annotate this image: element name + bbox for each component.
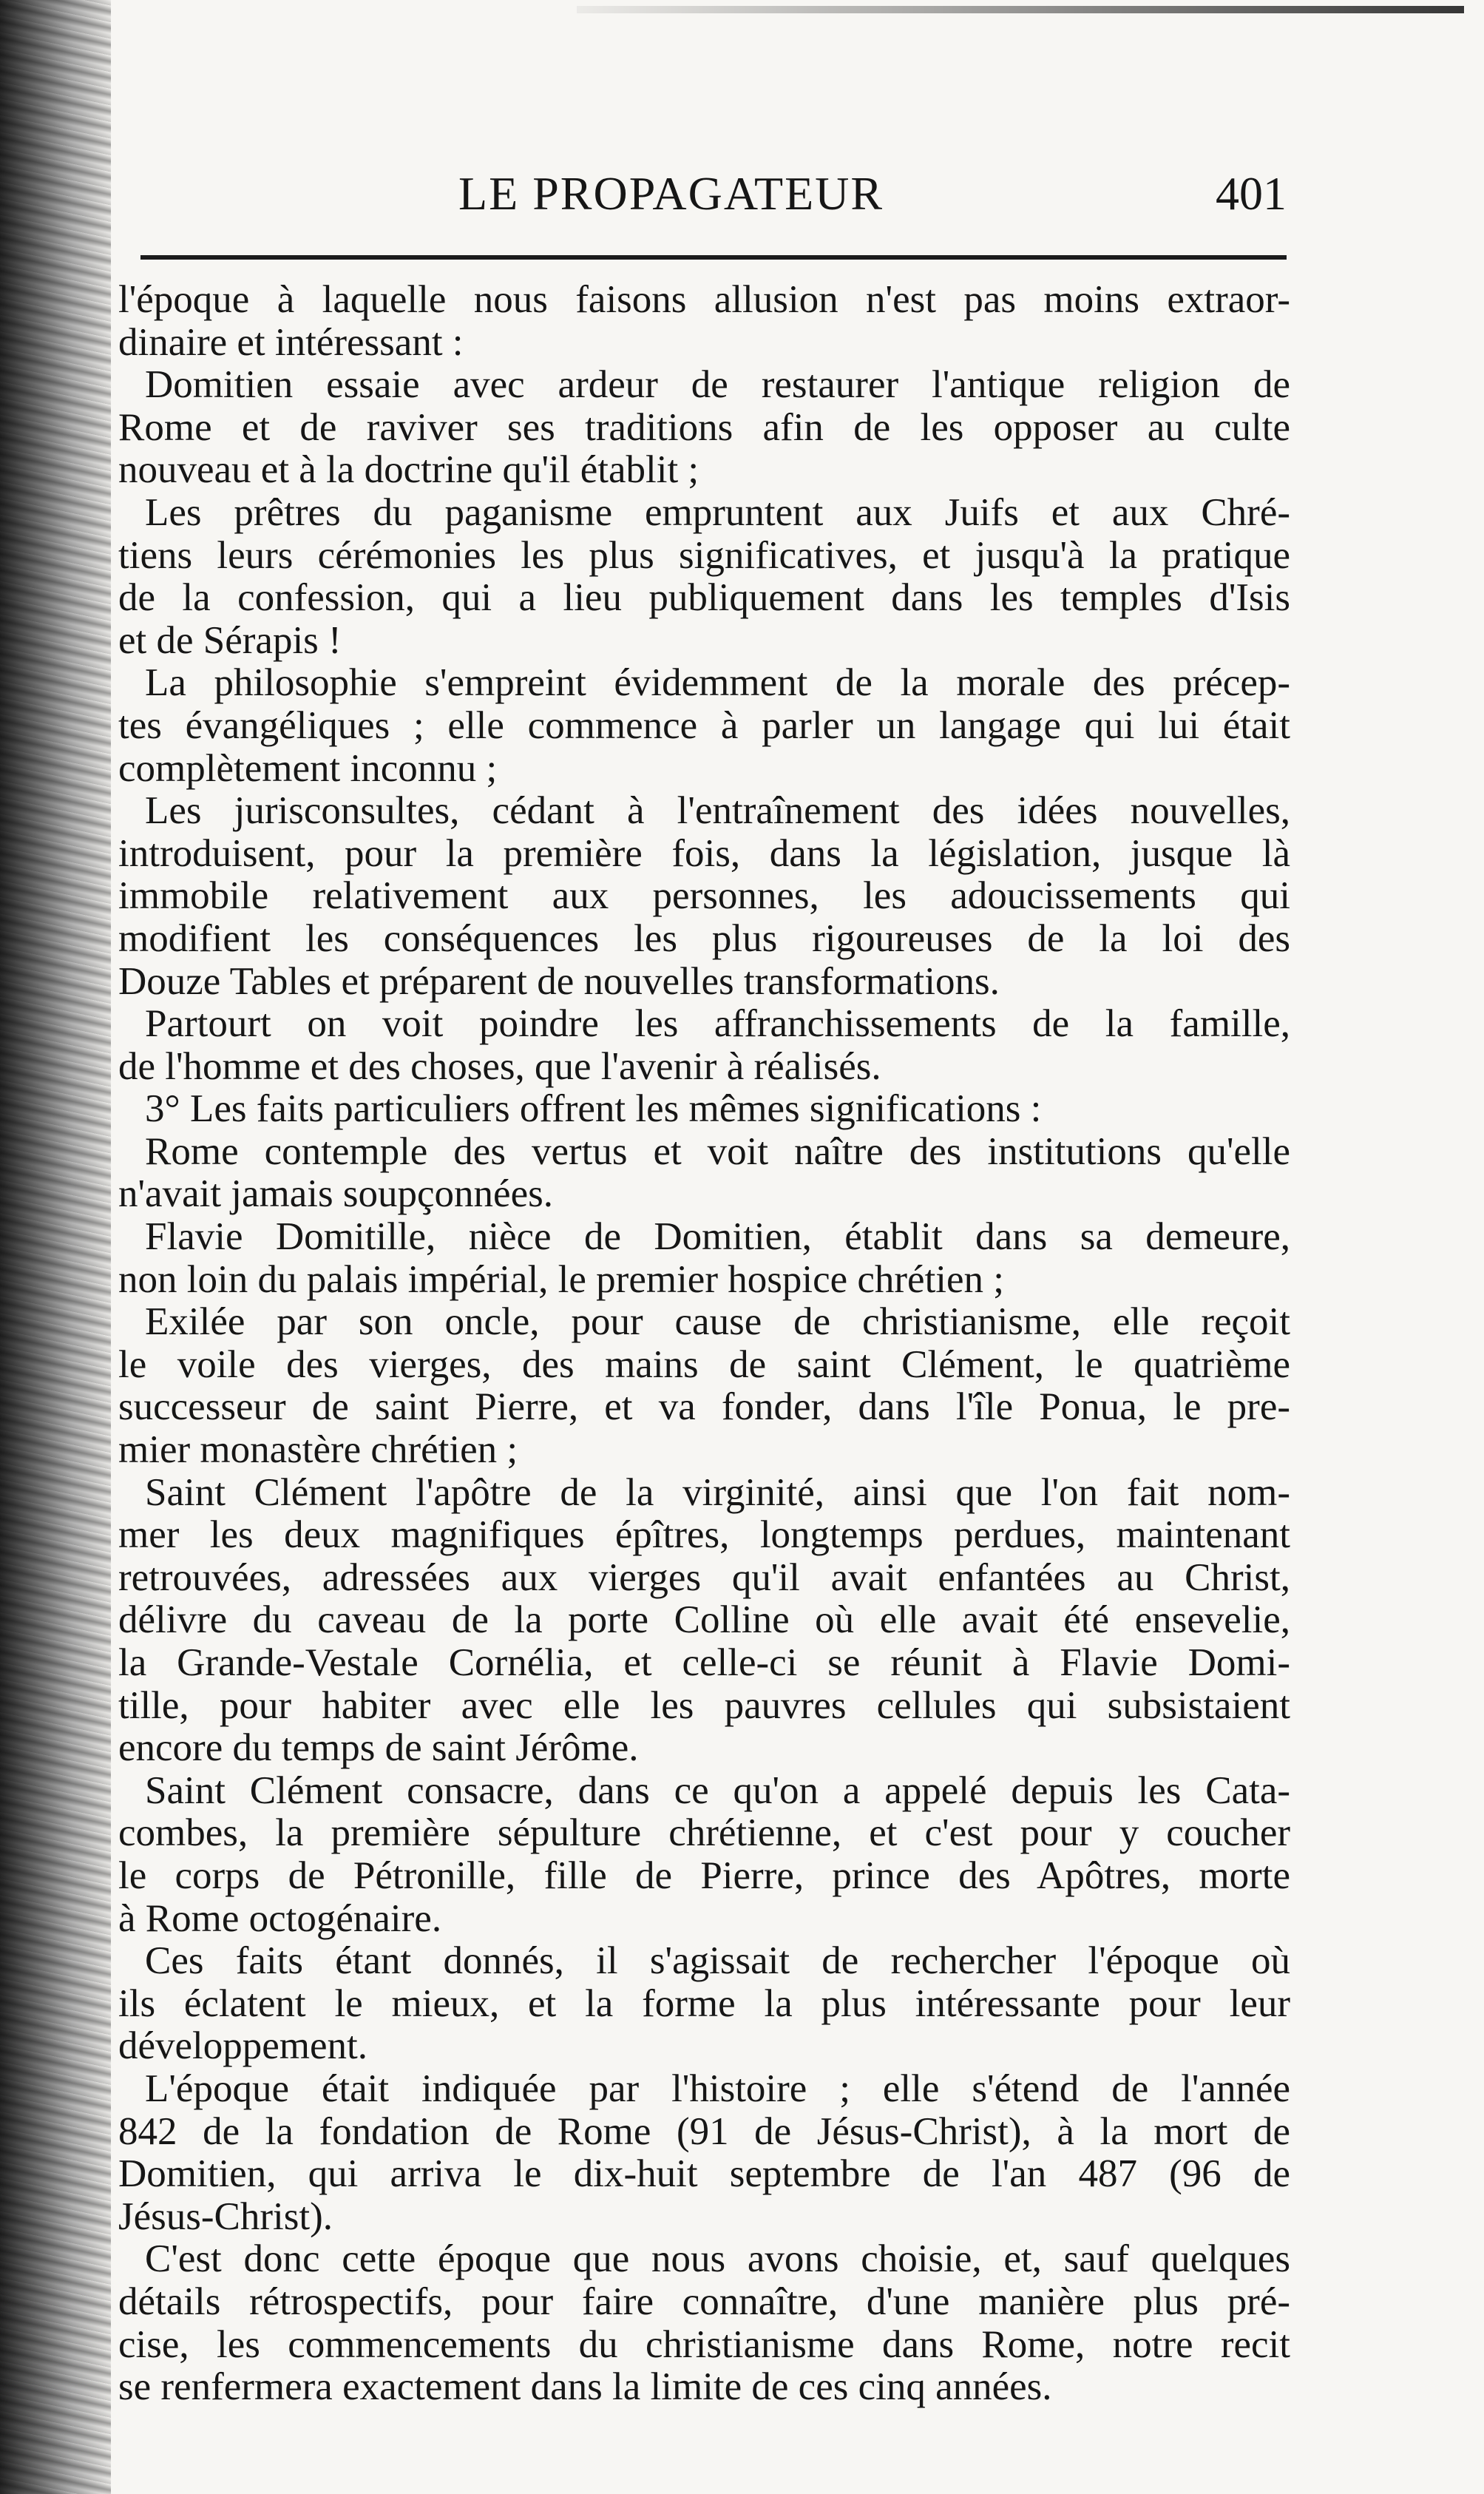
text-line: successeur de saint Pierre, et va fonder, dans l'île Ponua, le pre-: [118, 1386, 1290, 1429]
text-line: Flavie Domitille, nièce de Domitien, établit dans sa demeure,: [145, 1216, 1290, 1259]
text-line: délivre du caveau de la porte Colline où elle avait été ensevelie,: [118, 1599, 1290, 1642]
text-line: non loin du palais impérial, le premier hospice chrétien ;: [118, 1258, 1005, 1301]
text-line: Rome et de raviver ses traditions afin de les opposer au culte: [118, 406, 1290, 449]
text-line: se renfermera exactement dans la limite de ces cinq années.: [118, 2366, 1052, 2409]
text-line: tiens leurs cérémonies les plus significatives, et jusqu'à la pratique: [118, 534, 1290, 577]
top-edge-rule: [577, 6, 1464, 13]
text-line: de la confession, qui a lieu publiquement dans les temples d'Isis: [118, 577, 1290, 620]
text-line: n'avait jamais soupçonnées.: [118, 1173, 553, 1216]
text-line: Ces faits étant donnés, il s'agissait de rechercher l'époque où: [145, 1940, 1290, 1983]
text-line: tes évangéliques ; elle commence à parler un langage qui lui était: [118, 704, 1290, 747]
text-line: dinaire et intéressant :: [118, 321, 464, 364]
page-header: [118, 159, 1287, 226]
text-line: C'est donc cette époque que nous avons choisie, et, sauf quelques: [145, 2238, 1290, 2281]
text-line: mier monastère chrétien ;: [118, 1429, 518, 1472]
text-line: Domitien essaie avec ardeur de restaurer l'antique religion de: [145, 364, 1290, 407]
text-line: combes, la première sépulture chrétienne, et c'est pour y coucher: [118, 1812, 1290, 1855]
text-line: de l'homme et des choses, que l'avenir à réalisés.: [118, 1045, 881, 1088]
text-line: à Rome octogénaire.: [118, 1897, 442, 1940]
text-line: L'époque était indiquée par l'histoire ; elle s'étend de l'année: [145, 2067, 1290, 2110]
header-rule: [140, 255, 1287, 260]
text-line: complètement inconnu ;: [118, 747, 498, 790]
text-line: introduisent, pour la première fois, dans la législation, jusque là: [118, 832, 1290, 875]
text-line: développement.: [118, 2025, 368, 2068]
text-line: encore du temps de saint Jérôme.: [118, 1727, 639, 1770]
text-line: Les jurisconsultes, cédant à l'entraînement des idées nouvelles,: [145, 790, 1290, 833]
text-line: et de Sérapis !: [118, 619, 342, 662]
text-line: Partourt on voit poindre les affranchissements de la famille,: [145, 1003, 1290, 1046]
text-line: retrouvées, adressées aux vierges qu'il avait enfantées au Christ,: [118, 1556, 1290, 1599]
text-line: La philosophie s'empreint évidemment de la morale des précep-: [145, 662, 1290, 705]
text-line: la Grande-Vestale Cornélia, et celle-ci se réunit à Flavie Domi-: [118, 1642, 1290, 1684]
page-number: 401: [1216, 167, 1287, 220]
text-line: ils éclatent le mieux, et la forme la plus intéressante pour leur: [118, 1982, 1290, 2025]
text-line: l'époque à laquelle nous faisons allusion n'est pas moins extraor-: [118, 279, 1290, 321]
text-line: immobile relativement aux personnes, les adoucissements qui: [118, 875, 1290, 918]
text-line: Douze Tables et préparent de nouvelles transformations.: [118, 960, 1000, 1003]
page-binding-edge: [0, 0, 111, 2494]
text-line: Exilée par son oncle, pour cause de christianisme, elle reçoit: [145, 1301, 1290, 1344]
text-line: Domitien, qui arriva le dix-huit septembre de l'an 487 (96 de: [118, 2153, 1290, 2196]
text-line: nouveau et à la doctrine qu'il établit ;: [118, 449, 699, 492]
running-title: LE PROPAGATEUR: [458, 167, 884, 220]
text-line: Saint Clément consacre, dans ce qu'on a appelé depuis les Cata-: [145, 1769, 1290, 1812]
body-text: [118, 279, 1290, 2409]
text-line: modifient les conséquences les plus rigoureuses de la loi des: [118, 917, 1290, 960]
text-line: détails rétrospectifs, pour faire connaître, d'une manière plus pré-: [118, 2280, 1290, 2323]
text-line: le voile des vierges, des mains de saint Clément, le quatrième: [118, 1343, 1290, 1386]
text-line: Rome contemple des vertus et voit naître des institutions qu'elle: [145, 1130, 1290, 1173]
text-line: mer les deux magnifiques épîtres, longtemps perdues, maintenant: [118, 1514, 1290, 1557]
text-line: 3° Les faits particuliers offrent les mêmes significations :: [145, 1088, 1042, 1131]
text-line: 842 de la fondation de Rome (91 de Jésus-Christ), à la mort de: [118, 2110, 1290, 2153]
text-line: Saint Clément l'apôtre de la virginité, ainsi que l'on fait nom-: [145, 1471, 1290, 1514]
text-line: Les prêtres du paganisme empruntent aux Juifs et aux Chré-: [145, 491, 1290, 534]
text-line: le corps de Pétronille, fille de Pierre, prince des Apôtres, morte: [118, 1854, 1290, 1897]
text-line: cise, les commencements du christianisme dans Rome, notre recit: [118, 2323, 1290, 2366]
text-line: Jésus-Christ).: [118, 2195, 333, 2238]
text-line: tille, pour habiter avec elle les pauvres cellules qui subsistaient: [118, 1684, 1290, 1727]
